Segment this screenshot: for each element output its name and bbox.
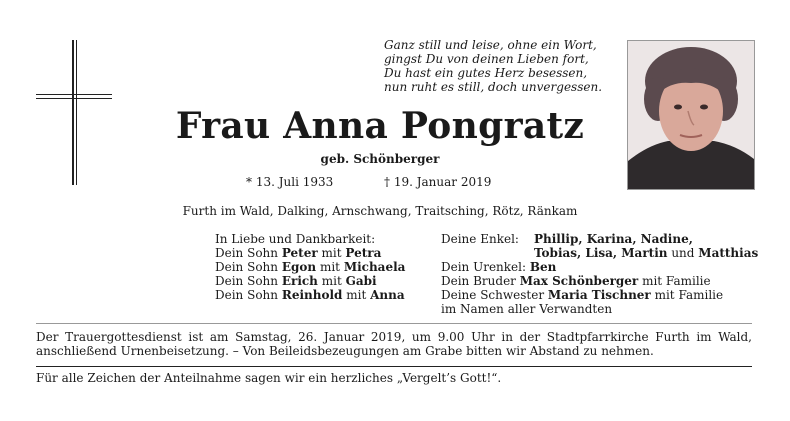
partner-name: Michaela [343, 260, 406, 274]
mourners-left-column [215, 232, 405, 302]
joiner: mit [321, 246, 342, 260]
divider-middle [36, 366, 752, 367]
relatives-line: im Namen aller Verwandten [441, 302, 613, 316]
cross-icon-shadow [76, 40, 77, 185]
grandchildren-line-2 [441, 246, 759, 260]
son-name: Peter [281, 246, 318, 260]
son-prefix: Dein Sohn [215, 246, 279, 260]
cross-bar-top [36, 94, 112, 95]
son-prefix: Dein Sohn [215, 274, 279, 288]
poem-line: gingst Du von deinen Lieben fort, [384, 52, 589, 66]
poem-line: nun ruht es still, doch unvergessen. [384, 80, 603, 94]
poem-line: Ganz still und leise, ohne ein Wort, [384, 38, 597, 52]
deceased-name: Frau Anna Pongratz [175, 105, 585, 147]
sister-name: Maria Tischner [547, 288, 651, 302]
brother-line [441, 274, 723, 288]
son-prefix: Dein Sohn [215, 288, 279, 302]
divider-top [36, 323, 752, 324]
partner-name: Petra [345, 246, 382, 260]
brother-name: Max Schönberger [519, 274, 639, 288]
birth-date: * 13. Juli 1933 [246, 175, 334, 189]
son-name: Reinhold [281, 288, 343, 302]
thanks-notice: Für alle Zeichen der Anteilnahme sagen wir ein herzliches „Vergelt’s Gott!“. [36, 371, 502, 385]
partner-name: Anna [370, 288, 405, 302]
great-grandchild-name: Ben [529, 260, 557, 274]
son-line [215, 274, 405, 288]
son-line [215, 288, 405, 302]
mourners-right-column [441, 232, 759, 316]
great-grandchild-line [441, 260, 723, 274]
brother-prefix: Dein Bruder [441, 274, 516, 288]
joiner: mit [319, 260, 340, 274]
poem-line: Du hast ein gutes Herz besessen, [384, 66, 588, 80]
partner-name: Gabi [345, 274, 377, 288]
son-line [215, 246, 405, 260]
poem [384, 38, 614, 94]
places-list: Furth im Wald, Dalking, Arnschwang, Traitsching, Rötz, Ränkam [182, 204, 578, 218]
sister-line [441, 288, 723, 302]
sister-suffix: mit Familie [654, 288, 724, 302]
sister-prefix: Deine Schwester [441, 288, 545, 302]
grandchildren-names: Tobias, Lisa, Martin [534, 246, 668, 260]
portrait-photo [627, 40, 755, 190]
joiner: und [671, 246, 695, 260]
great-grandchild-label: Dein Urenkel: [441, 260, 527, 274]
son-line [215, 260, 405, 274]
son-name: Erich [281, 274, 318, 288]
grandchild-name: Matthias [698, 246, 759, 260]
grandchildren-line [441, 232, 723, 246]
portrait-illustration [628, 41, 754, 189]
intro-line: In Liebe und Dankbarkeit: [215, 232, 376, 246]
grandchildren-names: Phillip, Karina, Nadine, [534, 232, 693, 246]
service-notice: Der Trauergottesdienst ist am Samstag, 26. Januar 2019, um 9.00 Uhr in der Stadtpfarrkirche Furth im Wald, anschließend Urnenbeisetzung. – Von Beileidsbezeugungen am Grabe bitten wir Abstand zu nehmen. [36, 330, 752, 358]
grandchildren-label: Deine Enkel: [441, 232, 519, 246]
cross-icon [72, 40, 74, 185]
cross-bar-bottom [36, 98, 112, 99]
joiner: mit [346, 288, 367, 302]
son-prefix: Dein Sohn [215, 260, 279, 274]
son-name: Egon [281, 260, 317, 274]
joiner: mit [321, 274, 342, 288]
maiden-name: geb. Schönberger [320, 152, 440, 166]
death-date: † 19. Januar 2019 [384, 175, 492, 189]
brother-suffix: mit Familie [642, 274, 711, 288]
